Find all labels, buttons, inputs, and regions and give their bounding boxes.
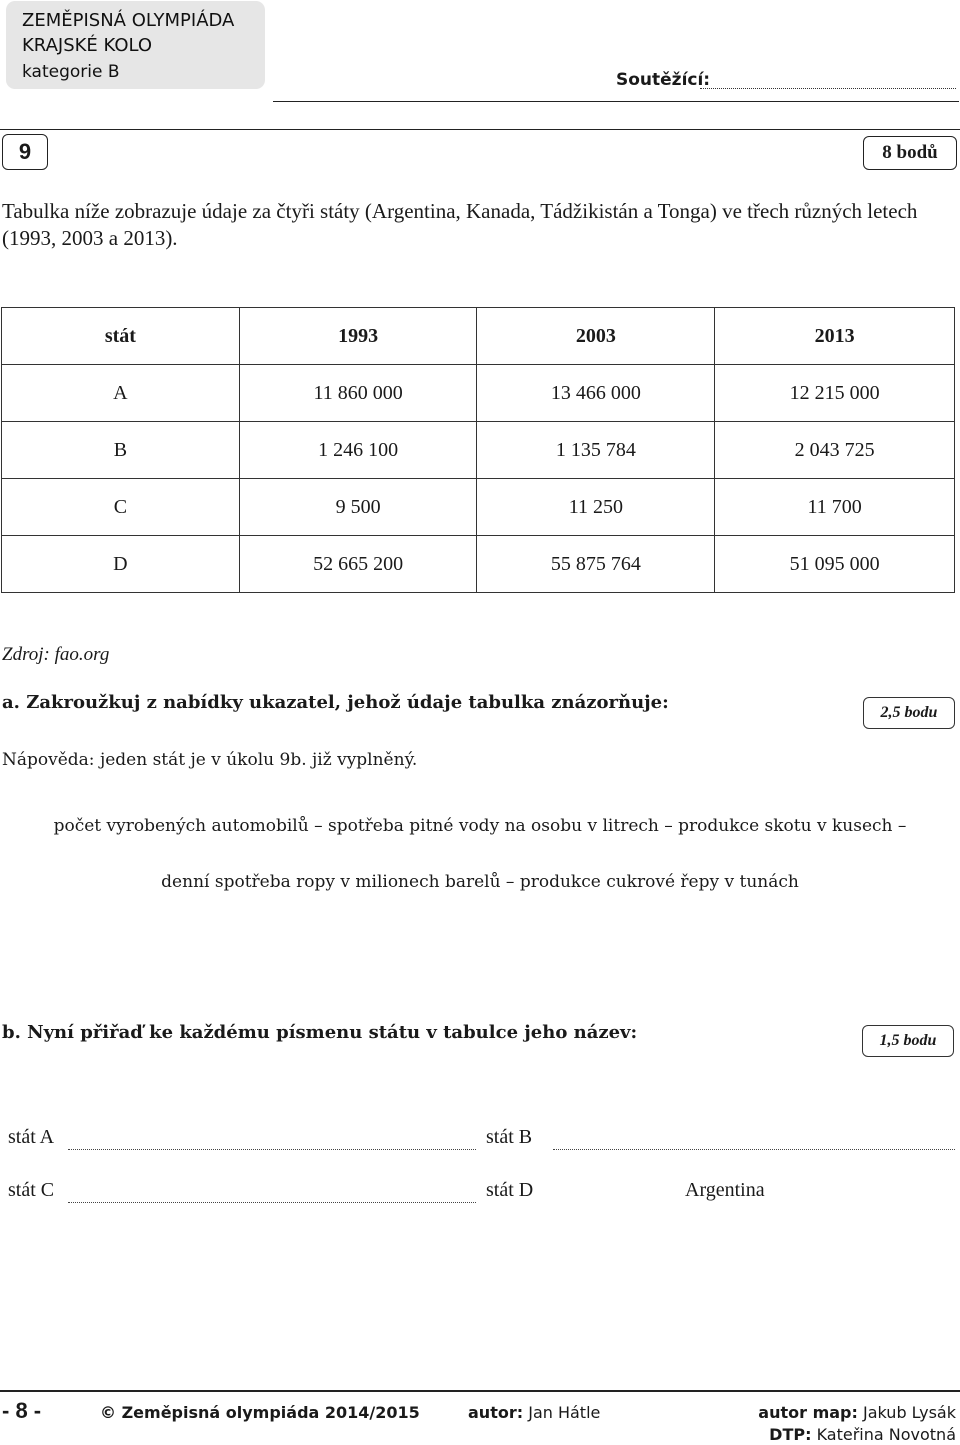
data-table [1,307,955,593]
table-cell: 1 246 100 [239,422,477,479]
competitor-name-field[interactable] [700,88,956,89]
table-cell: 13 466 000 [477,365,715,422]
column-header: 2013 [715,308,955,365]
header-divider [273,101,959,102]
column-header: 2003 [477,308,715,365]
olympiad-title: ZEMĚPISNÁ OLYMPIÁDA [22,10,235,31]
dtp-credit [769,1425,956,1444]
state-c-answer-field[interactable] [68,1202,476,1203]
state-d-answer: Argentina [685,1179,765,1201]
copyright-notice: © Zeměpisná olympiáda 2014/2015 [100,1403,420,1422]
table-cell: 11 860 000 [239,365,477,422]
task-points: 8 bodů [863,136,957,170]
table-header-row [2,308,955,365]
question-b-points: 1,5 bodu [862,1025,954,1057]
author-name: Jan Hátle [528,1403,601,1422]
table-cell: C [2,479,240,536]
footer-divider [0,1390,960,1392]
task-number: 9 [2,134,48,170]
state-a-answer-field[interactable] [68,1149,476,1150]
question-a: a. Zakroužkuj z nabídky ukazatel, jehož údaje tabulka znázorňuje: [2,692,669,713]
table-cell: A [2,365,240,422]
competitor-label: Soutěžící: [616,70,711,90]
table-cell: 11 250 [477,479,715,536]
state-d-label: stát D [486,1179,534,1201]
table-cell: 55 875 764 [477,536,715,593]
table-cell: D [2,536,240,593]
table-cell: 52 665 200 [239,536,477,593]
author-label: autor: [468,1403,524,1422]
table-cell: 1 135 784 [477,422,715,479]
table-cell: 51 095 000 [715,536,955,593]
table-row [2,422,955,479]
table-row [2,479,955,536]
hint-text: Nápověda: jeden stát je v úkolu 9b. již vyplněný. [2,750,418,770]
page-number: - 8 - [2,1398,42,1423]
table-cell: 12 215 000 [715,365,955,422]
state-c-label: stát C [8,1179,55,1201]
table-cell: 2 043 725 [715,422,955,479]
question-a-points: 2,5 bodu [863,697,955,729]
round-title: KRAJSKÉ KOLO [22,35,153,56]
state-b-answer-field[interactable] [553,1149,955,1150]
maps-credit [758,1403,956,1422]
table-cell: 9 500 [239,479,477,536]
column-header: stát [2,308,240,365]
state-a-label: stát A [8,1126,55,1148]
task-divider [0,129,960,130]
dtp-name: Kateřina Novotná [816,1425,956,1444]
question-b: b. Nyní přiřaď ke každému písmenu státu v tabulce jeho název: [2,1022,638,1043]
data-source: Zdroj: fao.org [2,644,110,665]
table-cell: B [2,422,240,479]
table-row [2,536,955,593]
maps-label: autor map: [758,1403,858,1422]
state-b-label: stát B [486,1126,533,1148]
table-row [2,365,955,422]
table-cell: 11 700 [715,479,955,536]
category-label: kategorie B [22,62,120,82]
indicator-options-line1[interactable]: počet vyrobených automobilů – spotřeba pitné vody na osobu v litrech – produkce skotu v kusech – [53,816,907,836]
column-header: 1993 [239,308,477,365]
task-intro: Tabulka níže zobrazuje údaje za čtyři státy (Argentina, Kanada, Tádžikistán a Tonga) ve třech různých letech (1993, 2003 a 2013). [2,199,918,250]
indicator-options-line2[interactable]: denní spotřeba ropy v milionech barelů – produkce cukrové řepy v tunách [161,872,799,892]
author-credit [468,1403,600,1422]
maps-name: Jakub Lysák [863,1403,956,1422]
dtp-label: DTP: [769,1425,812,1444]
